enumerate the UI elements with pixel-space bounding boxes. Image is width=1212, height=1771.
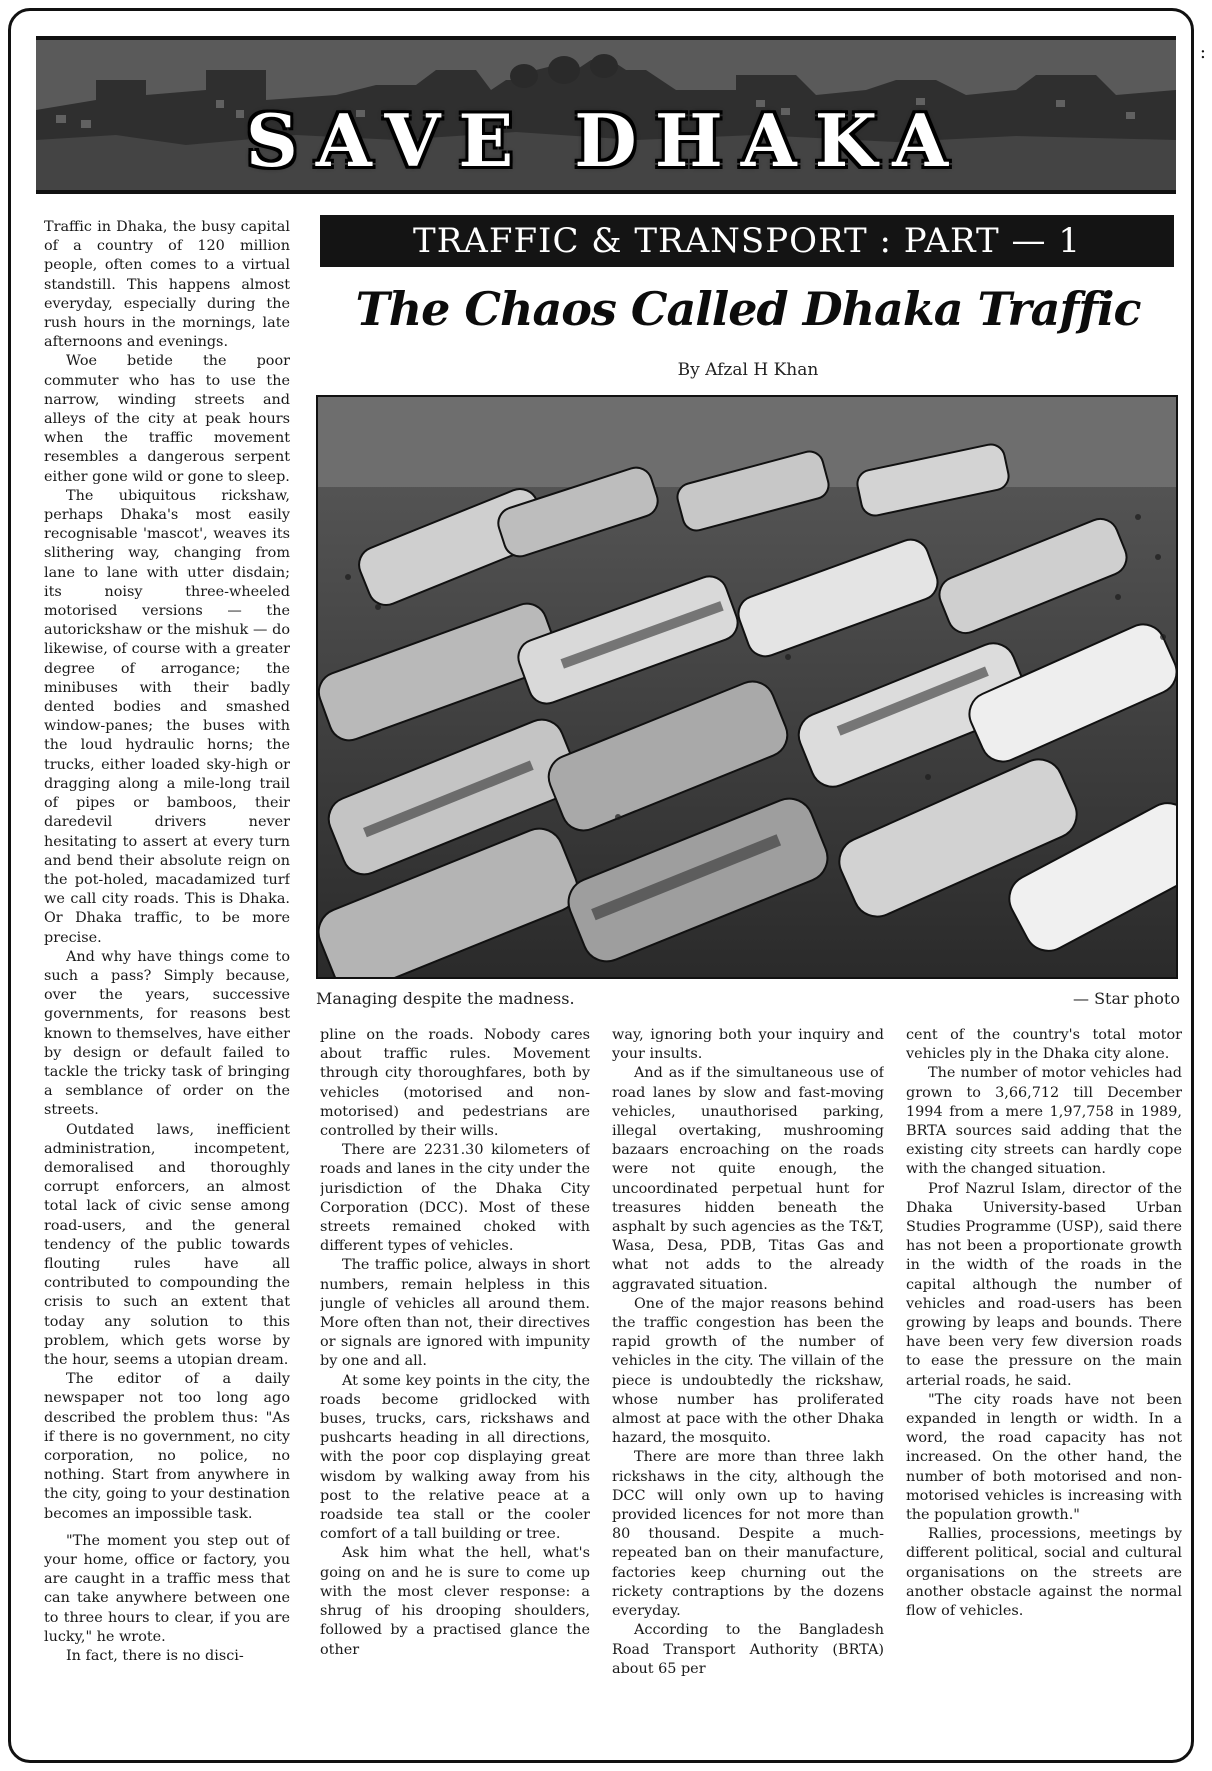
paragraph: At some key points in the city, the roads become gridlocked with buses, trucks, cars, rickshaws and pushcarts heading in all directions, with the poor cop displaying great wisdom by walking away from his post to the relative peace at a roadside tea stall or the cooler comfort of a tall building or tree. <box>320 1372 590 1543</box>
paragraph: The number of motor vehicles had grown to 3,66,712 till December 1994 from a mere 1,97,758 in 1989, BRTA sources said adding that the existing city streets can hardly cope with the changed situation. <box>906 1065 1182 1178</box>
paragraph: pline on the roads. Nobody cares about traffic rules. Movement through city thoroughfares, both by vehicles (motorised and non-motorised) and pedestrians are controlled by their wills. <box>320 1027 590 1140</box>
text-column-1 <box>44 218 290 1760</box>
photo-credit: — Star photo <box>1073 989 1180 1008</box>
masthead-banner <box>36 36 1176 194</box>
paragraph: According to the Bangladesh Road Transport Authority (BRTA) about 65 per <box>612 1622 884 1677</box>
paragraph: In fact, there is no disci- <box>66 1648 244 1665</box>
paragraph: The editor of a daily newspaper not too long ago described the problem thus: "As if there is no government, no city corporation, no police, no nothing. Start from anywhere in the city, going to your destination becomes an impossible task. <box>44 1371 290 1522</box>
byline: By Afzal H Khan <box>677 360 819 380</box>
traffic-photo-illustration <box>318 397 1178 979</box>
paragraph: The ubiquitous rickshaw, perhaps Dhaka's most easily recognisable 'mascot', weaves its slithering way, changing from lane to lane with utter disdain; its noisy three-wheeled motorised versions — the autorickshaw or the mishuk — do likewise, of course with a greater degree of arrogance; the minibuses with their badly dented bodies and smashed window-panes; the buses with the loud hydraulic horns; the trucks, either loaded sky-high or dragging along a mile-long trail of pipes or bamboos, their daredevil drivers never hesitating to assert at every turn and bend their absolute reign on the pot-holed, macadamized turf we call city roads. This is Dhaka. Or Dhaka traffic, to be more precise. <box>44 487 290 946</box>
paragraph: Woe betide the poor commuter who has to use the narrow, winding streets and alleys of the city at peak hours when the traffic movement resembles a dangerous serpent either gone wild or gone to sleep. <box>44 353 290 485</box>
paragraph: And as if the simultaneous use of road lanes by slow and fast-moving vehicles, unauthorised parking, illegal overtaking, mushrooming bazaars encroaching on the roads were not quite enough, the uncoordinated perpetual hunt for treasures hidden beneath the asphalt by such agencies as the T&T, Wasa, Desa, PDB, Titas Gas and what not adds to the already aggravated situation. <box>612 1065 884 1293</box>
photo-caption: Managing despite the madness. <box>316 989 575 1008</box>
text-column-2 <box>320 1026 590 1760</box>
paragraph: "The moment you step out of your home, office or factory, you are caught in a traffic mess that can take anywhere between one to three hours to clear, if you are lucky," he wrote. <box>44 1532 290 1645</box>
paragraph: Outdated laws, inefficient administration, incompetent, demoralised and thoroughly corrupt enforcers, an almost total lack of civic sense among road-users, and the general tendency of the public towards flouting rules have all contributed to compounding the crisis to such an extent that today any solution to this problem, which gets worse by the hour, seems a utopian dream. <box>44 1121 290 1368</box>
paragraph: "The city roads have not been expanded in length or width. In a word, the road capacity has not increased. On the other hand, the number of both motorised and non-motorised vehicles is increasing with the population growth." <box>906 1391 1182 1524</box>
paragraph: The traffic police, always in short numbers, remain helpless in this jungle of vehicles all around them. More often than not, their directives or signals are ignored with impunity by one and all. <box>320 1257 590 1370</box>
headline: The Chaos Called Dhaka Traffic <box>355 282 1141 336</box>
paragraph: There are 2231.30 kilometers of roads and lanes in the city under the jurisdiction of the Dhaka City Corporation (DCC). Most of these streets remained choked with different types of vehicles. <box>320 1142 590 1255</box>
paragraph: Rallies, processions, meetings by different political, social and cultural organisations on the streets are another obstacle against the normal flow of vehicles. <box>906 1526 1182 1620</box>
section-heading: TRAFFIC & TRANSPORT : PART — 1 <box>320 215 1174 267</box>
paragraph: And why have things come to such a pass? Simply because, over the years, successive governments, for reasons best known to themselves, have either by design or default failed to tackle the tricky task of bringing a semblance of order on the streets. <box>44 948 290 1119</box>
banner-title: SAVE DHAKA <box>245 98 967 183</box>
paragraph: cent of the country's total motor vehicles ply in the Dhaka city alone. <box>906 1027 1182 1063</box>
paragraph: Ask him what the hell, what's going on and he is sure to come up with the most clever response: a shrug of his drooping shoulders, followed by a practised glance the other <box>320 1545 590 1658</box>
paragraph: One of the major reasons behind the traffic congestion has been the rapid growth of the number of vehicles in the city. The villain of the piece is undoubtedly the rickshaw, whose number has proliferated almost at pace with the other Dhaka hazard, the mosquito. <box>612 1295 884 1447</box>
paragraph: Prof Nazrul Islam, director of the Dhaka University-based Urban Studies Programme (USP), said there has not been a proportionate growth in the width of the roads in the capital although the number of vehicles and road-users has been growing by leaps and bounds. There have been very few diversion roads to ease the pressure on the main arterial roads, he said. <box>906 1180 1182 1389</box>
paragraph: Traffic in Dhaka, the busy capital of a country of 120 million people, often comes to a virtual standstill. This happens almost everyday, especially during the rush hours in the mornings, late afternoons and evenings. <box>44 219 290 351</box>
paragraph: There are more than three lakh rickshaws in the city, although the DCC will only own up to having provided licences for not more than 80 thousand. Despite a much-repeated ban on their manufacture, factories keep churning out the rickety contraptions by the dozens everyday. <box>612 1449 884 1620</box>
edge-mark: : <box>1199 42 1206 63</box>
paragraph: way, ignoring both your inquiry and your insults. <box>612 1027 884 1063</box>
text-column-4 <box>906 1026 1182 1760</box>
traffic-photo <box>316 395 1178 979</box>
text-column-3 <box>612 1026 884 1760</box>
